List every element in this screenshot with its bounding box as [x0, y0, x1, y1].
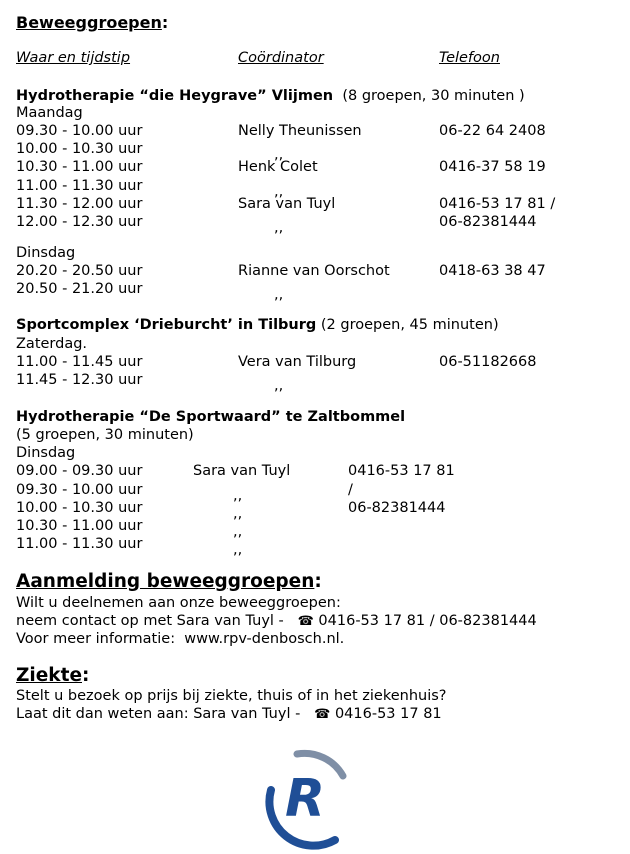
- time-slot: 20.50 - 21.20 uur: [16, 281, 143, 297]
- aanmelding-info: [16, 630, 344, 648]
- contact-text: Laat dit dan weten aan: Sara van Tuyl -: [16, 706, 301, 722]
- phone-number: 0416-37 58 19: [439, 159, 546, 175]
- coordinator-name: Rianne van Oorschot: [238, 263, 390, 279]
- phone-number: 06-82381444: [348, 500, 446, 516]
- ditto-mark: ,,: [233, 524, 243, 540]
- ditto-mark: ,,: [233, 488, 243, 504]
- time-slot: 11.30 - 12.00 uur: [16, 196, 143, 212]
- phone-number: 0416-53 17 81 / 06-82381444: [318, 613, 537, 629]
- phone-number: 06-82381444: [439, 214, 537, 230]
- ziekte-contact: [16, 705, 442, 724]
- aanmelding-contact: [16, 612, 537, 631]
- aanmelding-line: Wilt u deelnemen aan onze beweeggroepen:: [16, 595, 341, 611]
- aanmelding-title-text: Aanmelding beweeggroepen: [16, 571, 315, 592]
- coordinator-name: Sara van Tuyl: [193, 463, 291, 479]
- ziekte-title-colon: :: [82, 665, 90, 686]
- section-title: [16, 14, 168, 32]
- time-slot: 10.30 - 11.00 uur: [16, 518, 143, 534]
- block-note: (2 groepen, 45 minuten): [320, 317, 499, 333]
- logo-letter: R: [284, 769, 326, 829]
- block-heading-tilburg: [16, 316, 499, 334]
- ditto-mark: ,,: [274, 287, 284, 303]
- aanmelding-title-colon: :: [314, 571, 322, 592]
- phone-number: 0416-53 17 81 /: [439, 196, 556, 212]
- ziekte-title: [16, 665, 89, 687]
- coordinator-name: Henk Colet: [238, 159, 318, 175]
- rpv-logo: [255, 744, 355, 850]
- phone-number: 0416-53 17 81: [334, 706, 442, 722]
- time-slot: 11.00 - 11.30 uur: [16, 178, 143, 194]
- section-title-colon: :: [161, 13, 169, 32]
- time-slot: 09.30 - 10.00 uur: [16, 482, 143, 498]
- ditto-mark: ,,: [233, 506, 243, 522]
- time-slot: 20.20 - 20.50 uur: [16, 263, 143, 279]
- aanmelding-title: [16, 571, 322, 593]
- block-name: Sportcomplex ‘Drieburcht’ in Tilburg: [16, 317, 317, 333]
- time-slot: 09.30 - 10.00 uur: [16, 123, 143, 139]
- time-slot: 11.00 - 11.30 uur: [16, 536, 143, 552]
- block-heading-vlijmen: [16, 87, 525, 105]
- phone-number: 06-51182668: [439, 354, 537, 370]
- ditto-mark: ,,: [274, 147, 284, 163]
- ziekte-title-text: Ziekte: [16, 665, 82, 686]
- section-title-text: Beweeggroepen: [16, 13, 162, 32]
- phone-number: 0418-63 38 47: [439, 263, 546, 279]
- ditto-mark: ,,: [233, 542, 243, 558]
- day-label: Dinsdag: [16, 245, 76, 261]
- phone-number: 06-22 64 2408: [439, 123, 546, 139]
- column-header-phone: Telefoon: [439, 50, 500, 66]
- day-label: Dinsdag: [16, 445, 76, 461]
- day-label: Maandag: [16, 105, 83, 121]
- time-slot: 10.30 - 11.00 uur: [16, 159, 143, 175]
- time-slot: 11.45 - 12.30 uur: [16, 372, 143, 388]
- block-note: (5 groepen, 30 minuten): [16, 427, 194, 443]
- phone-number: 0416-53 17 81: [348, 463, 455, 479]
- block-note: (8 groepen, 30 minuten ): [342, 88, 525, 104]
- column-header-coordinator: Coördinator: [238, 50, 324, 66]
- column-header-location-time: Waar en tijdstip: [16, 50, 131, 66]
- telephone-icon: ☎: [314, 707, 331, 722]
- time-slot: 11.00 - 11.45 uur: [16, 354, 143, 370]
- phone-number: /: [348, 482, 353, 498]
- day-label: Zaterdag.: [16, 336, 88, 352]
- ditto-mark: ,,: [274, 378, 284, 394]
- block-name: Hydrotherapie “die Heygrave” Vlijmen: [16, 88, 334, 104]
- contact-text: neem contact op met Sara van Tuyl -: [16, 613, 284, 629]
- time-slot: 10.00 - 10.30 uur: [16, 500, 143, 516]
- time-slot: 10.00 - 10.30 uur: [16, 141, 143, 157]
- coordinator-name: Vera van Tilburg: [238, 354, 357, 370]
- time-slot: 12.00 - 12.30 uur: [16, 214, 143, 230]
- ziekte-line: Stelt u bezoek op prijs bij ziekte, thuis of in het ziekenhuis?: [16, 688, 447, 704]
- info-text: Voor meer informatie:: [16, 631, 176, 647]
- ditto-mark: ,,: [274, 184, 284, 200]
- time-slot: 09.00 - 09.30 uur: [16, 463, 143, 479]
- ditto-mark: ,,: [274, 220, 284, 236]
- telephone-icon: ☎: [297, 614, 314, 629]
- website-link[interactable]: www.rpv-denbosch.nl.: [184, 631, 345, 647]
- coordinator-name: Nelly Theunissen: [238, 123, 362, 139]
- block-heading-zaltbommel: Hydrotherapie “De Sportwaard” te Zaltbommel: [16, 409, 406, 425]
- coordinator-name: Sara van Tuyl: [238, 196, 336, 212]
